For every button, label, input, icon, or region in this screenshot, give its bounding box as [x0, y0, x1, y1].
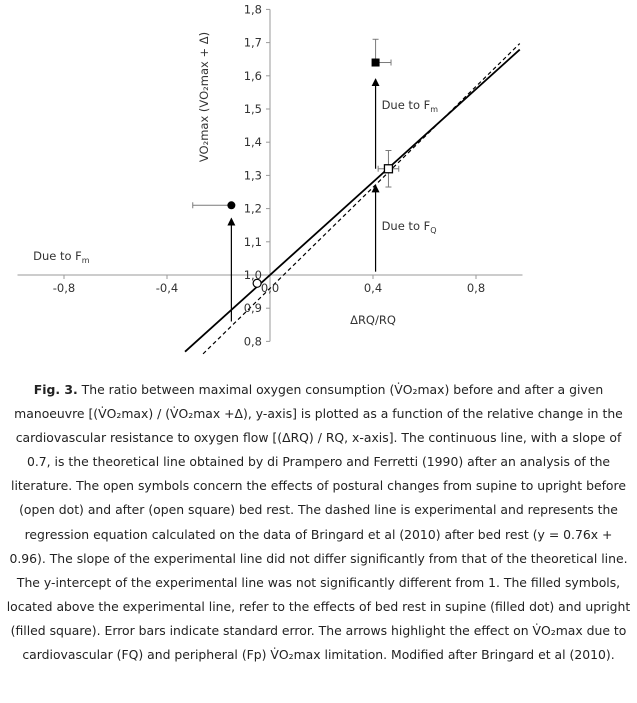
annotation-text: Due to F [381, 219, 431, 234]
x-tick-label: 0,0 [260, 281, 280, 295]
y-tick-label: 1,1 [243, 234, 262, 249]
figure-caption [6, 378, 631, 667]
y-tick-label: 1,8 [243, 2, 262, 17]
y-tick-label: 1,2 [243, 201, 262, 216]
x-tick-label: 0,4 [363, 281, 383, 295]
theoretical-line [185, 50, 520, 352]
annotation-label [382, 98, 439, 114]
y-tick-label: 1,6 [243, 68, 262, 83]
annotation-text: Due to F [33, 249, 82, 264]
data-point-filled-square [372, 59, 380, 67]
y-tick-label: 1,7 [243, 35, 262, 50]
x-tick-label: -0,8 [52, 281, 76, 295]
annotation-label [33, 249, 90, 265]
data-point-filled-circle [227, 201, 235, 209]
x-tick-label: 0,8 [466, 281, 486, 295]
y-tick-label: 1,5 [243, 102, 262, 116]
x-tick-label: -0,4 [155, 281, 179, 295]
y-tick-label: 1,3 [243, 168, 262, 183]
data-point-open-square [384, 165, 392, 173]
caption-label: Fig. 3. [33, 382, 78, 397]
y-axis-label: VO₂max (VO₂max + Δ) [197, 31, 211, 163]
y-tick-label: 0,8 [243, 334, 262, 349]
annotation-text: Due to F [381, 98, 431, 112]
x-axis-label: ΔRQ/RQ [350, 313, 396, 327]
annotation-label [382, 219, 437, 235]
caption-body: The ratio between maximal oxygen consumption (V̇O₂max) before and after a given manoeuvre [(V̇O₂max) / (V̇O₂max +Δ), y-axis] is plotted as a function of the relative change in the cardiovascular resistance to oxygen flow [(ΔRQ) / RQ, x-axis]. The continuous line, with a slope of 0.7, is the theoretical line obtained by di Prampero and Ferretti (1990) after an analysis of the literature. The open symbols concern the effects of postural changes from supine to upright before (open dot) and after (open square) bed rest. The dashed line is experimental and represents the regression equation calculated on the data of Bringard et al (2010) after bed rest (y = 0.76x + 0.96). The slope of the experimental line did not differ significantly from that of the theoretical line. The y-intercept of the experimental line was not significantly different from 1. The filled symbols, located above the experimental line, refer to the effects of bed rest in supine (filled dot) and upright (filled square). Error bars indicate standard error. The arrows highlight the effect on V̇O₂max due to cardiovascular (FQ) and peripheral (Fp) V̇O₂max limitation. Modified after Bringard et al (2010). [6, 382, 631, 663]
annotation-subscript: m [430, 105, 439, 114]
y-tick-label: 1,4 [243, 135, 262, 150]
y-tick-label: 0,9 [243, 301, 262, 316]
y-tick-label: 1,0 [243, 268, 262, 282]
annotation-subscript: Q [430, 226, 437, 236]
annotation-subscript: m [81, 256, 90, 266]
